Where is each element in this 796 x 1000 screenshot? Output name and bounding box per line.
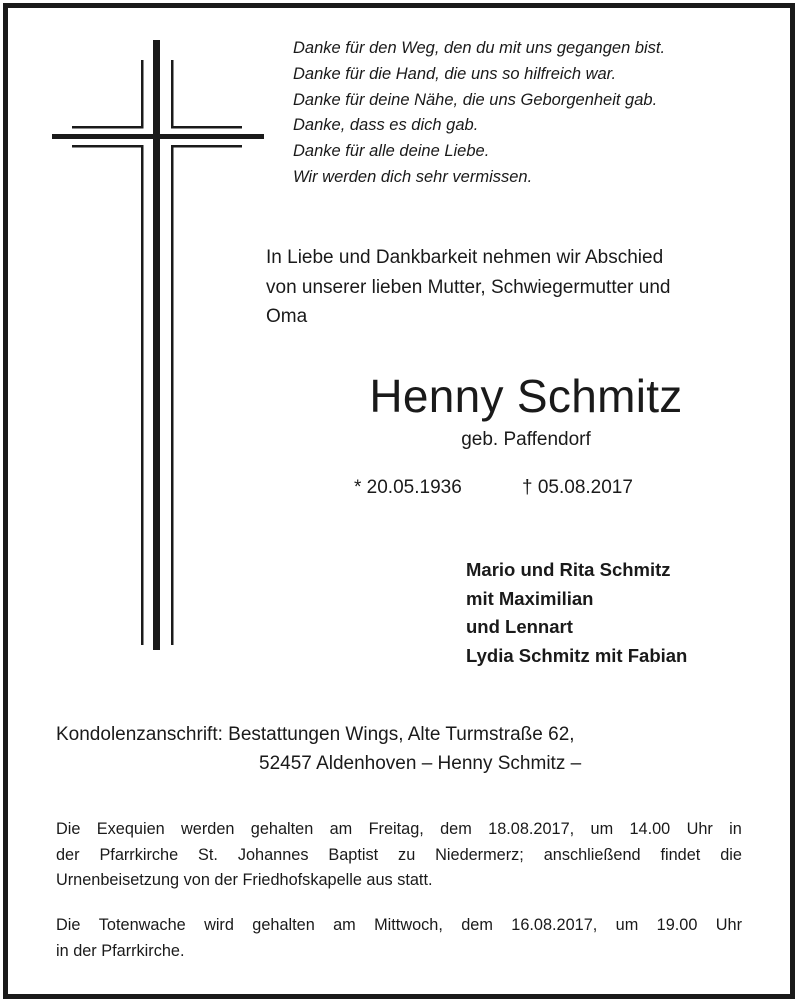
verse-line: Wir werden dich sehr vermissen. <box>293 167 533 186</box>
wake-info <box>56 913 742 964</box>
word: der <box>56 845 80 864</box>
word: am <box>333 916 356 934</box>
word: zu <box>398 845 416 864</box>
word: dem <box>461 916 493 934</box>
word: Freitag, <box>368 820 424 838</box>
word: 18.08.2017, <box>488 820 575 838</box>
word: Die <box>56 820 81 838</box>
condolence-address <box>56 720 776 778</box>
verse-line: Danke für den Weg, den du mit uns gegangen bist. <box>293 39 666 57</box>
word: 14.00 <box>629 820 671 838</box>
word: Johannes <box>237 845 309 864</box>
verse-line: Danke für alle deine Liebe. <box>293 142 490 161</box>
verse-line: Danke für die Hand, die uns so hilfreich war. <box>293 64 617 83</box>
word: Die <box>56 916 81 934</box>
word: in <box>729 820 742 838</box>
funeral-service-info <box>56 817 742 894</box>
word: Niedermerz; <box>435 845 524 864</box>
wake-line <box>56 913 742 939</box>
word: Pfarrkirche <box>99 845 179 864</box>
maiden-name: geb. Paffendorf <box>461 429 591 450</box>
word: findet <box>660 845 701 864</box>
farewell-intro <box>266 243 766 332</box>
intro-line: In Liebe und Dankbarkeit nehmen wir Abschied <box>266 247 664 268</box>
cross-icon <box>52 40 264 650</box>
word: gehalten <box>252 916 315 934</box>
family-line: Mario und Rita Schmitz <box>466 559 671 580</box>
word: Uhr <box>686 820 713 838</box>
word: anschließend <box>543 845 641 864</box>
word: Baptist <box>328 845 379 864</box>
word: um <box>615 916 639 934</box>
condolence-line: Kondolenzanschrift: Bestattungen Wings, Alte Turmstraße 62, <box>56 724 575 745</box>
word: dem <box>440 820 472 838</box>
condolence-line: 52457 Aldenhoven – Henny Schmitz – <box>259 753 582 774</box>
family-line: mit Maximilian <box>466 587 594 609</box>
word: werden <box>181 820 235 838</box>
word: Uhr <box>715 916 742 934</box>
service-line <box>56 843 742 869</box>
deceased-name: Henny Schmitz <box>369 370 683 422</box>
mourning-family <box>466 556 776 670</box>
verse-line: Danke, dass es dich gab. <box>293 116 479 135</box>
verse-line: Danke für deine Nähe, die uns Geborgenheit gab. <box>293 90 658 109</box>
birth-date: * 20.05.1936 <box>354 477 462 498</box>
word: Totenwache <box>98 916 186 934</box>
family-line: und Lennart <box>466 616 573 637</box>
death-date: † 05.08.2017 <box>522 477 633 498</box>
service-line <box>56 817 742 843</box>
wake-line: in der Pfarrkirche. <box>56 941 185 960</box>
word: die <box>720 845 742 864</box>
word: wird <box>204 916 234 934</box>
word: Exequien <box>96 820 165 838</box>
service-line: Urnenbeisetzung von der Friedhofskapelle aus statt. <box>56 871 433 889</box>
memorial-verse <box>293 36 773 191</box>
intro-line: Oma <box>266 306 308 327</box>
intro-line: von unserer lieben Mutter, Schwiegermutter und <box>266 276 671 298</box>
word: am <box>329 820 353 838</box>
family-line: Lydia Schmitz mit Fabian <box>466 644 688 666</box>
word: St. <box>198 845 218 864</box>
word: gehalten <box>250 820 314 838</box>
word: 19.00 <box>656 916 698 934</box>
word: um <box>590 820 614 838</box>
word: Mittwoch, <box>374 916 443 934</box>
word: 16.08.2017, <box>511 916 598 934</box>
